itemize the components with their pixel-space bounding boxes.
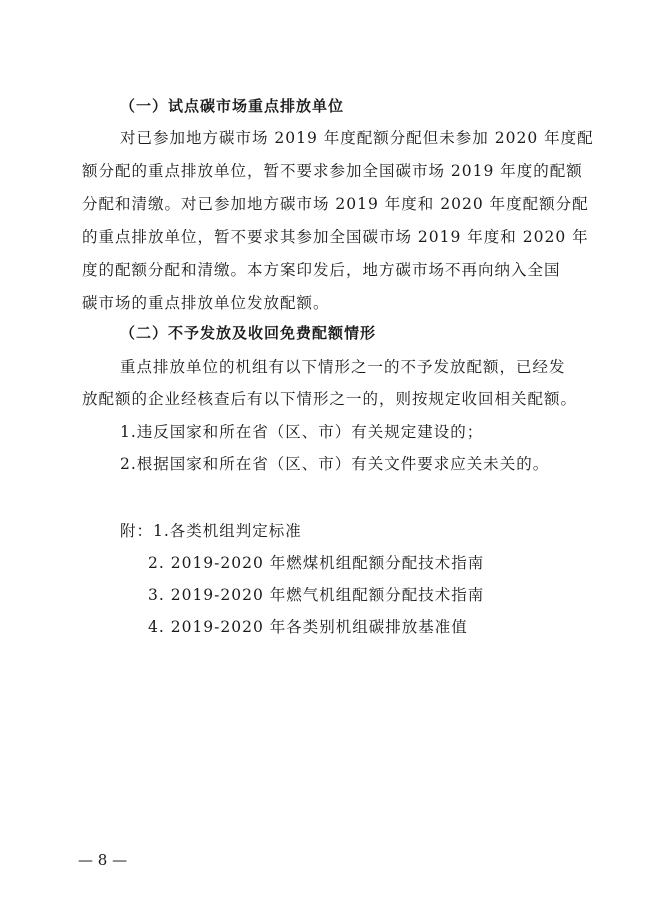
section1-line-2: 额分配的重点排放单位，暂不要求参加全国碳市场 2019 年度的配额 — [82, 162, 583, 180]
page-number: — 8 — — [78, 851, 128, 869]
section1-heading: （一）试点碳市场重点排放单位 — [120, 97, 345, 115]
section1-line-1: 对已参加地方碳市场 2019 年度配额分配但未参加 2020 年度配 — [120, 129, 594, 147]
attachment-item-1: 1.各类机组判定标准 — [153, 522, 302, 540]
attachment-item-2: 2. 2019-2020 年燃煤机组配额分配技术指南 — [148, 554, 485, 572]
section2-heading: （二）不予发放及收回免费配额情形 — [120, 324, 377, 342]
section1-line-6: 碳市场的重点排放单位发放配额。 — [82, 294, 330, 312]
attachment-item-3: 3. 2019-2020 年燃气机组配额分配技术指南 — [148, 586, 485, 604]
section1-line-5: 度的配额分配和清缴。本方案印发后，地方碳市场不再向纳入全国 — [82, 261, 561, 279]
attachments-label: 附： — [120, 522, 154, 540]
section1-line-4: 的重点排放单位，暂不要求其参加全国碳市场 2019 年度和 2020 年 — [82, 228, 589, 246]
section2-line-3: 1.违反国家和所在省（区、市）有关规定建设的； — [120, 423, 484, 441]
section2-line-4: 2.根据国家和所在省（区、市）有关文件要求应关未关的。 — [120, 455, 550, 473]
section2-line-1: 重点排放单位的机组有以下情形之一的不予发放配额，已经发 — [120, 358, 566, 376]
attachment-item-4: 4. 2019-2020 年各类别机组碳排放基准值 — [148, 618, 468, 636]
section1-line-3: 分配和清缴。对已参加地方碳市场 2019 年度和 2020 年度配额分配 — [82, 195, 589, 213]
attachments-first-row — [120, 519, 302, 541]
section2-line-2: 放配额的企业经核查后有以下情形之一的，则按规定收回相关配额。 — [82, 390, 578, 408]
